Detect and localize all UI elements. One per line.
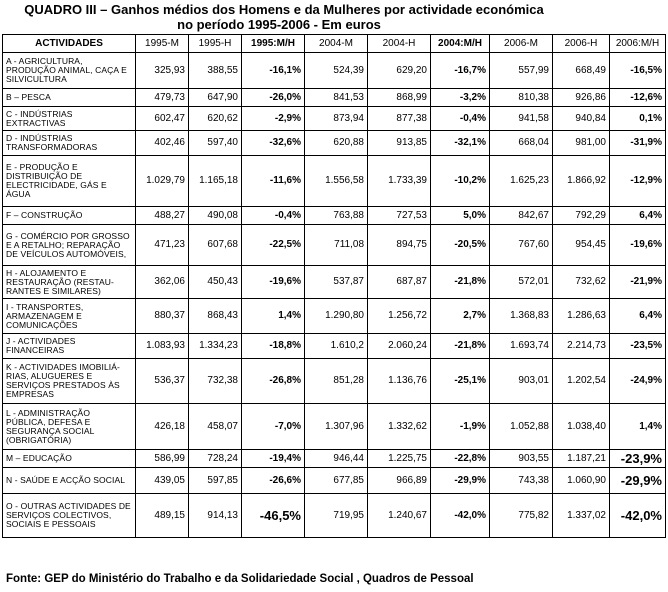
activity-label: C - INDÚSTRIAS EXTRACTIVAS: [3, 107, 136, 131]
value-cell: 537,87: [305, 266, 368, 299]
value-cell: 1.052,88: [490, 404, 553, 450]
value-cell: 5,0%: [431, 207, 490, 225]
value-cell: 620,62: [189, 107, 242, 131]
value-cell: 1.029,79: [136, 156, 189, 207]
header-2006-m: 2006-M: [490, 35, 553, 53]
table-title: [0, 2, 668, 32]
activity-label: K - ACTIVIDADES IMOBILIÁ-RIAS, ALUGUERES E SERVIÇOS PRESTADOS ÀS EMPRESAS: [3, 359, 136, 404]
value-cell: 586,99: [136, 450, 189, 468]
value-cell: 946,44: [305, 450, 368, 468]
value-cell: -12,9%: [610, 156, 666, 207]
value-cell: 1.866,92: [553, 156, 610, 207]
value-cell: 1.733,39: [368, 156, 431, 207]
value-cell: -32,1%: [431, 131, 490, 156]
value-cell: 1.334,23: [189, 334, 242, 359]
value-cell: -16,7%: [431, 53, 490, 89]
value-cell: 1.256,72: [368, 299, 431, 334]
value-cell: -23,9%: [610, 450, 666, 468]
value-cell: 877,38: [368, 107, 431, 131]
value-cell: 1.556,58: [305, 156, 368, 207]
value-cell: 873,94: [305, 107, 368, 131]
value-cell: 894,75: [368, 225, 431, 266]
value-cell: -42,0%: [610, 494, 666, 538]
earnings-table: [2, 34, 666, 538]
title-line-1: QUADRO III – Ganhos médios dos Homens e da Mulheres por actividade económica: [24, 2, 544, 17]
value-cell: 954,45: [553, 225, 610, 266]
activity-label: H - ALOJAMENTO E RESTAURAÇÃO (RESTAU-RANTES E SIMILARES): [3, 266, 136, 299]
value-cell: 471,23: [136, 225, 189, 266]
value-cell: 524,39: [305, 53, 368, 89]
value-cell: 851,28: [305, 359, 368, 404]
value-cell: -22,5%: [242, 225, 305, 266]
value-cell: -19,6%: [610, 225, 666, 266]
value-cell: 868,99: [368, 89, 431, 107]
value-cell: 677,85: [305, 468, 368, 494]
table-row: [3, 299, 666, 334]
value-cell: 767,60: [490, 225, 553, 266]
value-cell: -21,9%: [610, 266, 666, 299]
value-cell: 810,38: [490, 89, 553, 107]
value-cell: -42,0%: [431, 494, 490, 538]
table-row: [3, 225, 666, 266]
value-cell: -11,6%: [242, 156, 305, 207]
activity-label: G - COMÉRCIO POR GROSSO E A RETALHO; REPARAÇÃO DE VEÍCULOS AUTOMÓVEIS,: [3, 225, 136, 266]
header-1995-mh: 1995:M/H: [242, 35, 305, 53]
value-cell: 1,4%: [610, 404, 666, 450]
value-cell: 602,47: [136, 107, 189, 131]
value-cell: 6,4%: [610, 299, 666, 334]
value-cell: 1.307,96: [305, 404, 368, 450]
table-row: [3, 266, 666, 299]
value-cell: 792,29: [553, 207, 610, 225]
table-row: [3, 494, 666, 538]
activity-label: D - INDÚSTRIAS TRANSFORMADORAS: [3, 131, 136, 156]
value-cell: 1.038,40: [553, 404, 610, 450]
activity-label: A - AGRICULTURA, PRODUÇÃO ANIMAL, CAÇA E SILVICULTURA: [3, 53, 136, 89]
value-cell: 597,85: [189, 468, 242, 494]
header-2006-mh: 2006:M/H: [610, 35, 666, 53]
value-cell: 620,88: [305, 131, 368, 156]
value-cell: 362,06: [136, 266, 189, 299]
value-cell: 903,01: [490, 359, 553, 404]
value-cell: 479,73: [136, 89, 189, 107]
value-cell: 841,53: [305, 89, 368, 107]
value-cell: 450,43: [189, 266, 242, 299]
value-cell: 914,13: [189, 494, 242, 538]
value-cell: -26,0%: [242, 89, 305, 107]
value-cell: 458,07: [189, 404, 242, 450]
value-cell: 868,43: [189, 299, 242, 334]
value-cell: 2.214,73: [553, 334, 610, 359]
value-cell: -3,2%: [431, 89, 490, 107]
value-cell: 1.290,80: [305, 299, 368, 334]
value-cell: 629,20: [368, 53, 431, 89]
table-row: [3, 450, 666, 468]
table-row: [3, 89, 666, 107]
table-row: [3, 404, 666, 450]
header-activities: ACTIVIDADES: [3, 35, 136, 53]
value-cell: 913,85: [368, 131, 431, 156]
value-cell: -1,9%: [431, 404, 490, 450]
table-row: [3, 468, 666, 494]
value-cell: 940,84: [553, 107, 610, 131]
value-cell: -16,1%: [242, 53, 305, 89]
value-cell: 325,93: [136, 53, 189, 89]
value-cell: 1.165,18: [189, 156, 242, 207]
table-row: [3, 334, 666, 359]
value-cell: 1.202,54: [553, 359, 610, 404]
header-1995-m: 1995-M: [136, 35, 189, 53]
header-1995-h: 1995-H: [189, 35, 242, 53]
value-cell: -31,9%: [610, 131, 666, 156]
value-cell: -26,6%: [242, 468, 305, 494]
value-cell: -2,9%: [242, 107, 305, 131]
header-row: [3, 35, 666, 53]
value-cell: 0,1%: [610, 107, 666, 131]
value-cell: -25,1%: [431, 359, 490, 404]
value-cell: 1.060,90: [553, 468, 610, 494]
activity-label: F – CONSTRUÇÃO: [3, 207, 136, 225]
header-2004-mh: 2004:M/H: [431, 35, 490, 53]
value-cell: -22,8%: [431, 450, 490, 468]
value-cell: 775,82: [490, 494, 553, 538]
activity-label: E - PRODUÇÃO E DISTRIBUIÇÃO DE ELECTRICIDADE, GÁS E ÁGUA: [3, 156, 136, 207]
value-cell: 966,89: [368, 468, 431, 494]
value-cell: -24,9%: [610, 359, 666, 404]
value-cell: 1,4%: [242, 299, 305, 334]
value-cell: 719,95: [305, 494, 368, 538]
value-cell: 1.368,83: [490, 299, 553, 334]
value-cell: 711,08: [305, 225, 368, 266]
table-row: [3, 53, 666, 89]
value-cell: 439,05: [136, 468, 189, 494]
value-cell: 426,18: [136, 404, 189, 450]
value-cell: 557,99: [490, 53, 553, 89]
value-cell: -23,5%: [610, 334, 666, 359]
value-cell: 842,67: [490, 207, 553, 225]
value-cell: -20,5%: [431, 225, 490, 266]
value-cell: -19,6%: [242, 266, 305, 299]
value-cell: -0,4%: [431, 107, 490, 131]
value-cell: -19,4%: [242, 450, 305, 468]
value-cell: 388,55: [189, 53, 242, 89]
value-cell: 402,46: [136, 131, 189, 156]
table-row: [3, 107, 666, 131]
value-cell: 1.625,23: [490, 156, 553, 207]
value-cell: -21,8%: [431, 266, 490, 299]
header-2006-h: 2006-H: [553, 35, 610, 53]
value-cell: 597,40: [189, 131, 242, 156]
value-cell: 2,7%: [431, 299, 490, 334]
value-cell: 926,86: [553, 89, 610, 107]
activity-label: L - ADMINISTRAÇÃO PÚBLICA, DEFESA E SEGURANÇA SOCIAL (OBRIGATÓRIA): [3, 404, 136, 450]
value-cell: -29,9%: [431, 468, 490, 494]
value-cell: 488,27: [136, 207, 189, 225]
value-cell: 607,68: [189, 225, 242, 266]
value-cell: -0,4%: [242, 207, 305, 225]
value-cell: 668,04: [490, 131, 553, 156]
table-row: [3, 207, 666, 225]
value-cell: 2.060,24: [368, 334, 431, 359]
activity-label: N - SAÚDE E ACÇÃO SOCIAL: [3, 468, 136, 494]
value-cell: 763,88: [305, 207, 368, 225]
value-cell: 647,90: [189, 89, 242, 107]
header-2004-h: 2004-H: [368, 35, 431, 53]
value-cell: 6,4%: [610, 207, 666, 225]
activity-label: M – EDUCAÇÃO: [3, 450, 136, 468]
value-cell: 1.693,74: [490, 334, 553, 359]
value-cell: 668,49: [553, 53, 610, 89]
value-cell: 1.187,21: [553, 450, 610, 468]
value-cell: -10,2%: [431, 156, 490, 207]
value-cell: 1.225,75: [368, 450, 431, 468]
value-cell: 687,87: [368, 266, 431, 299]
value-cell: 1.136,76: [368, 359, 431, 404]
value-cell: 728,24: [189, 450, 242, 468]
value-cell: 981,00: [553, 131, 610, 156]
title-line-2: no período 1995-2006 - Em euros: [177, 17, 381, 32]
table-row: [3, 131, 666, 156]
table-row: [3, 359, 666, 404]
value-cell: 743,38: [490, 468, 553, 494]
value-cell: 732,38: [189, 359, 242, 404]
value-cell: 1.610,2: [305, 334, 368, 359]
activity-label: I - TRANSPORTES, ARMAZENAGEM E COMUNICAÇÕES: [3, 299, 136, 334]
activity-label: J - ACTIVIDADES FINANCEIRAS: [3, 334, 136, 359]
value-cell: 732,62: [553, 266, 610, 299]
value-cell: 1.083,93: [136, 334, 189, 359]
value-cell: 880,37: [136, 299, 189, 334]
value-cell: -12,6%: [610, 89, 666, 107]
table-row: [3, 156, 666, 207]
value-cell: 489,15: [136, 494, 189, 538]
value-cell: -32,6%: [242, 131, 305, 156]
value-cell: -26,8%: [242, 359, 305, 404]
value-cell: 903,55: [490, 450, 553, 468]
activity-label: O - OUTRAS ACTIVIDADES DE SERVIÇOS COLECTIVOS, SOCIAIS E PESSOAIS: [3, 494, 136, 538]
value-cell: 572,01: [490, 266, 553, 299]
value-cell: 1.337,02: [553, 494, 610, 538]
value-cell: 727,53: [368, 207, 431, 225]
header-2004-m: 2004-M: [305, 35, 368, 53]
value-cell: -18,8%: [242, 334, 305, 359]
value-cell: -16,5%: [610, 53, 666, 89]
value-cell: -46,5%: [242, 494, 305, 538]
source-note: Fonte: GEP do Ministério do Trabalho e da Solidariedade Social , Quadros de Pessoal: [6, 573, 474, 585]
value-cell: 536,37: [136, 359, 189, 404]
activity-label: B – PESCA: [3, 89, 136, 107]
value-cell: 941,58: [490, 107, 553, 131]
value-cell: 1.332,62: [368, 404, 431, 450]
value-cell: 1.286,63: [553, 299, 610, 334]
value-cell: -7,0%: [242, 404, 305, 450]
value-cell: -21,8%: [431, 334, 490, 359]
value-cell: 1.240,67: [368, 494, 431, 538]
value-cell: -29,9%: [610, 468, 666, 494]
value-cell: 490,08: [189, 207, 242, 225]
